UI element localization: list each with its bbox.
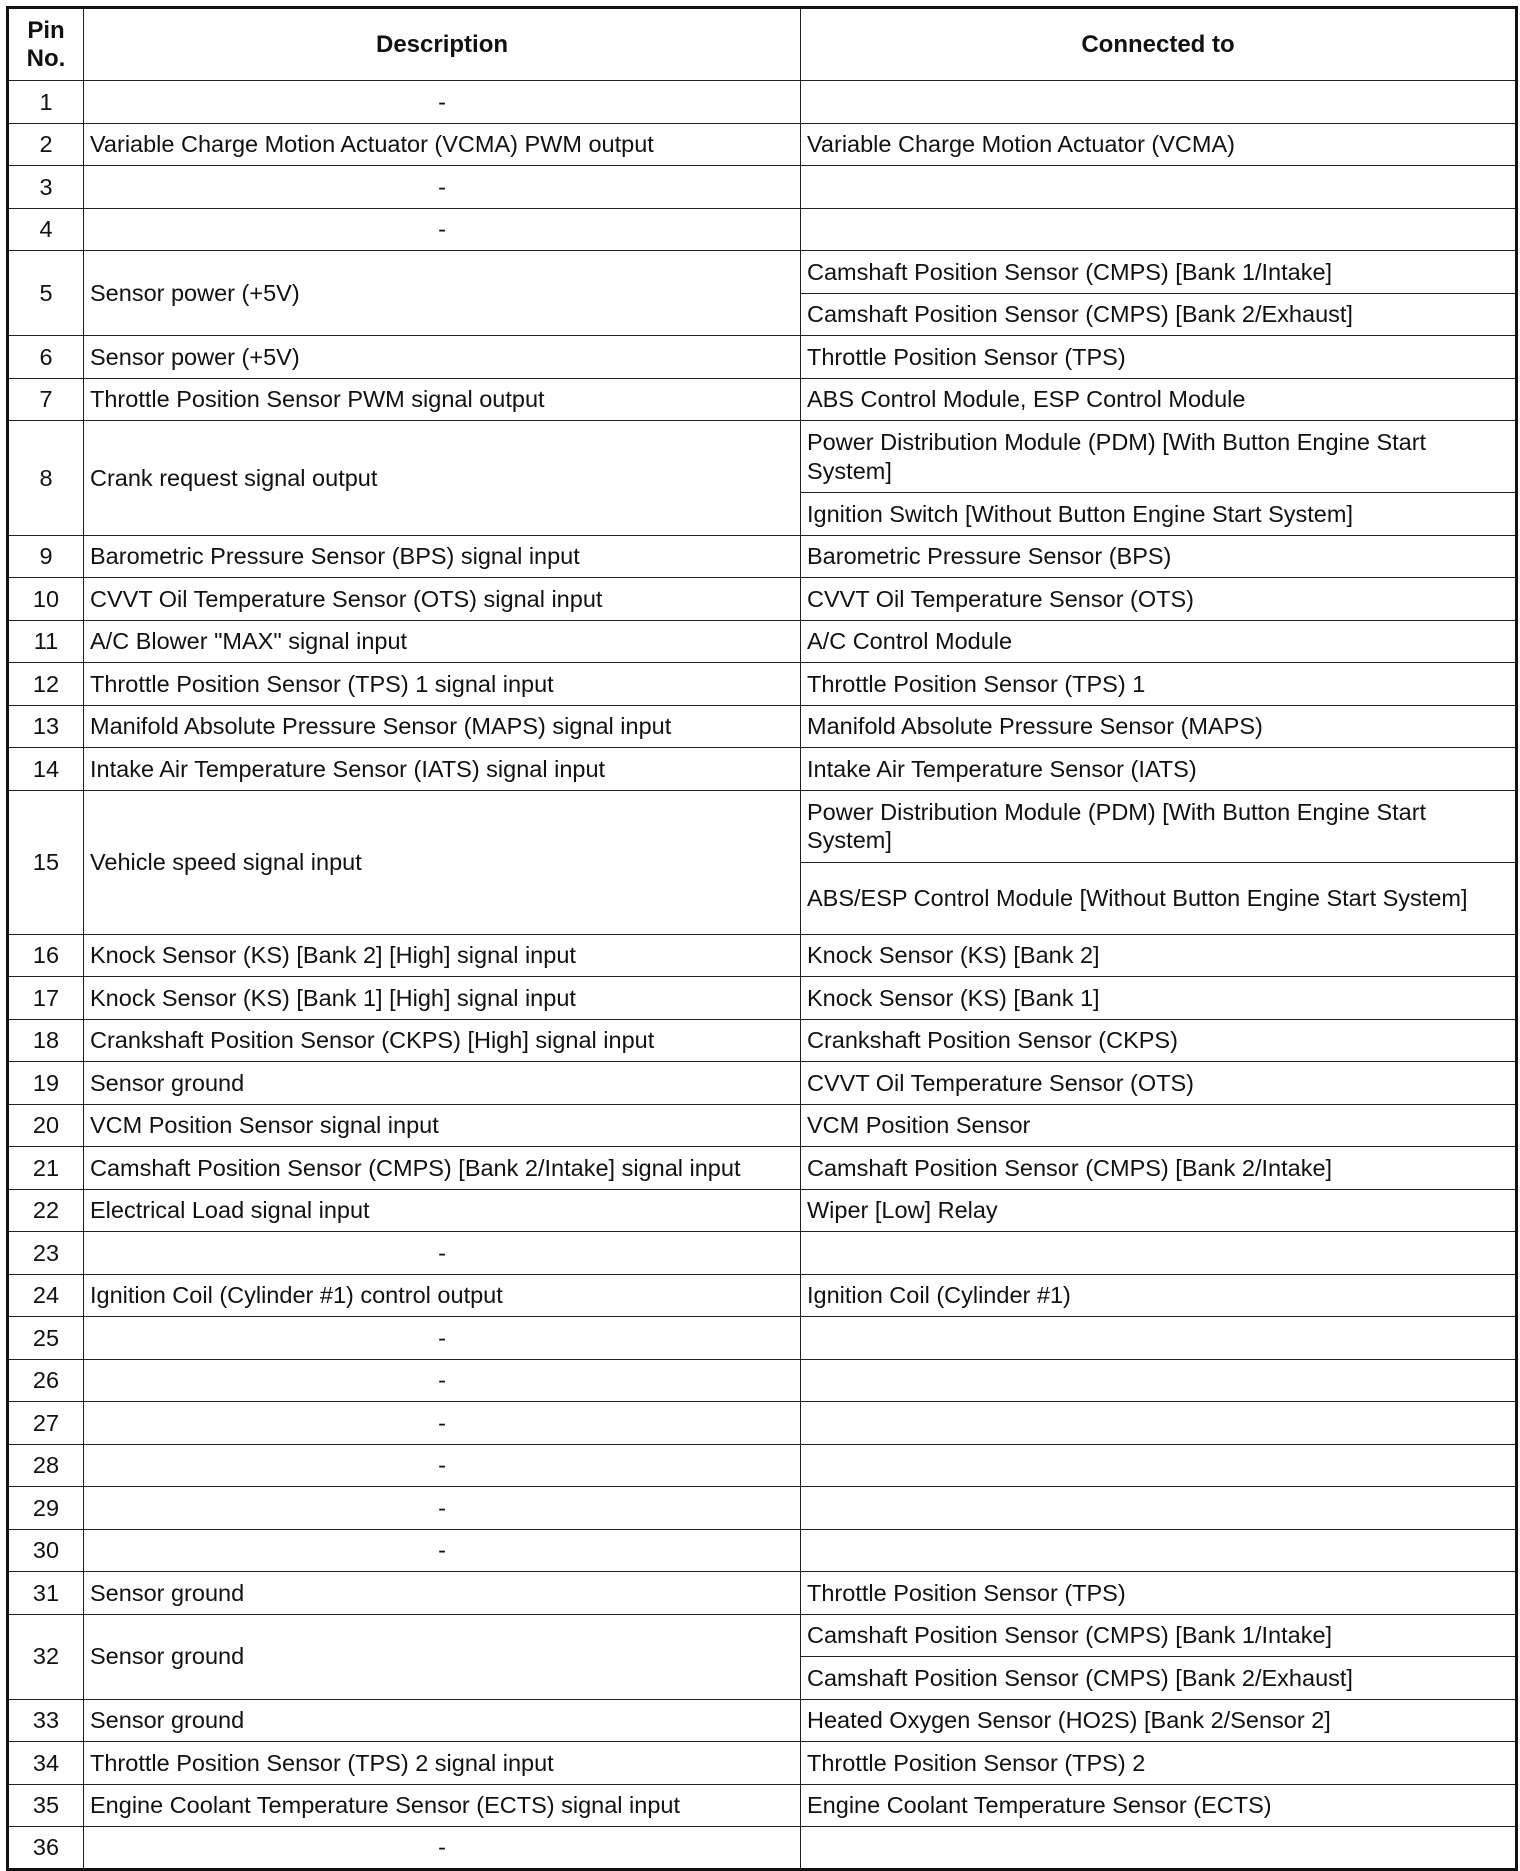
table-row [8,705,1517,748]
header-description: Description [84,8,801,81]
pin-description: Variable Charge Motion Actuator (VCMA) PWM output [84,123,801,166]
connected-to: CVVT Oil Temperature Sensor (OTS) [801,1062,1517,1105]
pin-description: Sensor ground [84,1699,801,1742]
table-row [8,81,1517,124]
connected-to: Ignition Coil (Cylinder #1) [801,1274,1517,1317]
connected-to: ABS/ESP Control Module [Without Button Engine Start System] [801,862,1517,934]
pin-number: 11 [8,620,84,663]
pin-description: Sensor power (+5V) [84,336,801,379]
pin-description: Throttle Position Sensor (TPS) 1 signal input [84,663,801,706]
connected-to: Power Distribution Module (PDM) [With Button Engine Start System] [801,790,1517,862]
pin-description: Barometric Pressure Sensor (BPS) signal input [84,535,801,578]
connected-to: Power Distribution Module (PDM) [With Button Engine Start System] [801,421,1517,493]
connected-to: Knock Sensor (KS) [Bank 2] [801,934,1517,977]
connected-to: A/C Control Module [801,620,1517,663]
connected-to: Barometric Pressure Sensor (BPS) [801,535,1517,578]
table-row [8,1062,1517,1105]
pin-description: - [84,166,801,209]
table-row [8,1359,1517,1402]
pin-description: - [84,1827,801,1870]
table-row [8,421,1517,493]
pin-description: Sensor power (+5V) [84,251,801,336]
table-row [8,1402,1517,1445]
pin-description: - [84,1359,801,1402]
pin-number: 30 [8,1529,84,1572]
table-row [8,1189,1517,1232]
pin-number: 4 [8,208,84,251]
pin-description: Ignition Coil (Cylinder #1) control output [84,1274,801,1317]
table-row [8,336,1517,379]
connected-to [801,1487,1517,1530]
connected-to: Wiper [Low] Relay [801,1189,1517,1232]
table-row [8,1529,1517,1572]
table-row [8,251,1517,294]
pin-description: Knock Sensor (KS) [Bank 2] [High] signal input [84,934,801,977]
pin-number: 10 [8,578,84,621]
pin-number: 9 [8,535,84,578]
table-row [8,578,1517,621]
table-row [8,1317,1517,1360]
pin-number: 36 [8,1827,84,1870]
pin-number: 25 [8,1317,84,1360]
connected-to [801,166,1517,209]
pin-description: Sensor ground [84,1572,801,1615]
pin-number: 35 [8,1784,84,1827]
table-header [8,8,1517,81]
pin-number: 6 [8,336,84,379]
table-row [8,1147,1517,1190]
pin-description: - [84,1529,801,1572]
connected-to [801,1317,1517,1360]
pin-number: 20 [8,1104,84,1147]
pin-number: 13 [8,705,84,748]
pin-description: Crank request signal output [84,421,801,536]
connected-to [801,1444,1517,1487]
pin-description: CVVT Oil Temperature Sensor (OTS) signal input [84,578,801,621]
table-row [8,535,1517,578]
pin-description: Throttle Position Sensor (TPS) 2 signal input [84,1742,801,1785]
pin-number: 18 [8,1019,84,1062]
pin-table [6,6,1518,1871]
connected-to: Camshaft Position Sensor (CMPS) [Bank 1/Intake] [801,251,1517,294]
table-row [8,1827,1517,1870]
header-pin-no: Pin No. [8,8,84,81]
table-row [8,1444,1517,1487]
pin-description: Vehicle speed signal input [84,790,801,934]
table-row [8,1699,1517,1742]
pin-description: - [84,1232,801,1275]
pin-number: 22 [8,1189,84,1232]
pin-description: - [84,1487,801,1530]
table-row [8,166,1517,209]
table-row [8,1784,1517,1827]
pin-number: 29 [8,1487,84,1530]
pin-description: Camshaft Position Sensor (CMPS) [Bank 2/Intake] signal input [84,1147,801,1190]
pin-number: 14 [8,748,84,791]
pin-description: Electrical Load signal input [84,1189,801,1232]
pin-description: - [84,81,801,124]
pin-description: - [84,208,801,251]
pin-description: Sensor ground [84,1614,801,1699]
pin-number: 31 [8,1572,84,1615]
pin-description: A/C Blower "MAX" signal input [84,620,801,663]
connected-to: Crankshaft Position Sensor (CKPS) [801,1019,1517,1062]
connected-to: Knock Sensor (KS) [Bank 1] [801,977,1517,1020]
pin-number: 19 [8,1062,84,1105]
connected-to: Heated Oxygen Sensor (HO2S) [Bank 2/Sensor 2] [801,1699,1517,1742]
pin-number: 24 [8,1274,84,1317]
pin-number: 17 [8,977,84,1020]
pin-number: 27 [8,1402,84,1445]
table-row [8,790,1517,862]
connected-to: Manifold Absolute Pressure Sensor (MAPS) [801,705,1517,748]
pin-description: Knock Sensor (KS) [Bank 1] [High] signal input [84,977,801,1020]
table-row [8,1742,1517,1785]
header-connected-to: Connected to [801,8,1517,81]
pin-description: - [84,1317,801,1360]
pin-number: 12 [8,663,84,706]
header-row [8,8,1517,81]
connected-to: Ignition Switch [Without Button Engine Start System] [801,493,1517,536]
pin-number: 2 [8,123,84,166]
table-row [8,1572,1517,1615]
pin-description: Throttle Position Sensor PWM signal output [84,378,801,421]
pin-number: 3 [8,166,84,209]
connected-to: ABS Control Module, ESP Control Module [801,378,1517,421]
connected-to: VCM Position Sensor [801,1104,1517,1147]
connected-to: Throttle Position Sensor (TPS) [801,336,1517,379]
connected-to: Variable Charge Motion Actuator (VCMA) [801,123,1517,166]
table-row [8,934,1517,977]
pin-number: 33 [8,1699,84,1742]
connected-to [801,1827,1517,1870]
pin-description: Crankshaft Position Sensor (CKPS) [High] signal input [84,1019,801,1062]
pin-number: 7 [8,378,84,421]
pin-number: 34 [8,1742,84,1785]
connected-to [801,208,1517,251]
connected-to: CVVT Oil Temperature Sensor (OTS) [801,578,1517,621]
table-row [8,1487,1517,1530]
connected-to: Camshaft Position Sensor (CMPS) [Bank 2/Intake] [801,1147,1517,1190]
pin-number: 23 [8,1232,84,1275]
table-row [8,748,1517,791]
table-row [8,663,1517,706]
connected-to [801,1402,1517,1445]
connected-to: Engine Coolant Temperature Sensor (ECTS) [801,1784,1517,1827]
pin-description: Sensor ground [84,1062,801,1105]
table-row [8,620,1517,663]
connected-to: Throttle Position Sensor (TPS) [801,1572,1517,1615]
connected-to [801,1359,1517,1402]
table-row [8,1104,1517,1147]
pin-number: 28 [8,1444,84,1487]
table-row [8,208,1517,251]
table-row [8,1614,1517,1657]
connected-to: Intake Air Temperature Sensor (IATS) [801,748,1517,791]
table-row [8,123,1517,166]
table-row [8,1232,1517,1275]
connected-to: Camshaft Position Sensor (CMPS) [Bank 1/Intake] [801,1614,1517,1657]
pin-number: 5 [8,251,84,336]
table-body [8,81,1517,1870]
pin-number: 1 [8,81,84,124]
connected-to: Camshaft Position Sensor (CMPS) [Bank 2/Exhaust] [801,1657,1517,1700]
pin-number: 21 [8,1147,84,1190]
table-row [8,1274,1517,1317]
pin-number: 32 [8,1614,84,1699]
connected-to: Throttle Position Sensor (TPS) 2 [801,1742,1517,1785]
pin-description: - [84,1444,801,1487]
connected-to: Camshaft Position Sensor (CMPS) [Bank 2/Exhaust] [801,293,1517,336]
pin-description: Manifold Absolute Pressure Sensor (MAPS) signal input [84,705,801,748]
pin-description: Intake Air Temperature Sensor (IATS) signal input [84,748,801,791]
pin-description: VCM Position Sensor signal input [84,1104,801,1147]
table-row [8,378,1517,421]
pin-number: 26 [8,1359,84,1402]
table-row [8,977,1517,1020]
pin-number: 8 [8,421,84,536]
pin-number: 16 [8,934,84,977]
pin-description: - [84,1402,801,1445]
pin-description: Engine Coolant Temperature Sensor (ECTS) signal input [84,1784,801,1827]
connected-to: Throttle Position Sensor (TPS) 1 [801,663,1517,706]
table-row [8,1019,1517,1062]
pin-number: 15 [8,790,84,934]
connected-to [801,1529,1517,1572]
connected-to [801,81,1517,124]
connected-to [801,1232,1517,1275]
